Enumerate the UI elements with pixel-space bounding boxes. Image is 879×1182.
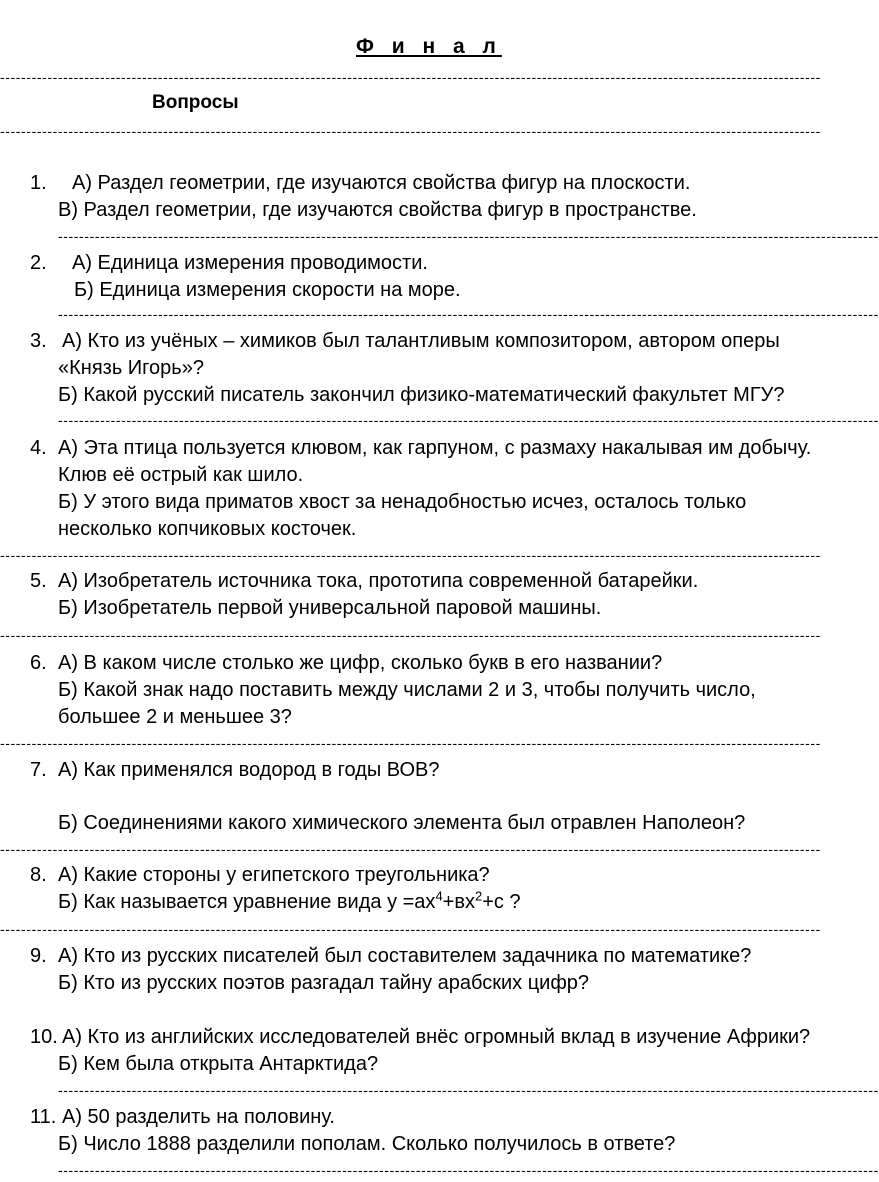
question-line: Б) Изобретатель первой универсальной паровой машины. [58,597,602,619]
divider: ------------------------------------------------------------------------------------------------------------------------------------------------------------ [0,69,821,85]
divider: ------------------------------------------------------------------------------------------------------------------------------------------------------------ [0,841,821,857]
question-number: 5. [30,570,47,592]
question-line: Клюв её острый как шило. [58,464,304,486]
divider: ------------------------------------------------------------------------------------------------------------------------------------------------------------ [58,1162,879,1178]
question-number: 9. [30,945,47,967]
divider: ------------------------------------------------------------------------------------------------------------------------------------------------------------ [0,627,821,643]
question-line: А) Кто из английских исследователей внёс огромный вклад в изучение Африки? [62,1026,811,1048]
question-line: Б) Число 1888 разделили пополам. Сколько получилось в ответе? [58,1133,676,1155]
exponent: 4 [435,888,443,904]
question-line: Б) У этого вида приматов хвост за ненадобностью исчез, осталось только [58,491,747,513]
question-line: А) Раздел геометрии, где изучаются свойства фигур на плоскости. [72,172,691,194]
question-line: А) В каком числе столько же цифр, сколько букв в его названии? [58,652,663,674]
question-line: А) Эта птица пользуется клювом, как гарпуном, с размаху накалывая им добычу. [58,437,812,459]
equation-text: +вх [442,891,475,913]
divider: ------------------------------------------------------------------------------------------------------------------------------------------------------------ [0,547,821,563]
question-line: А) Кто из русских писателей был составителем задачника по математике? [58,945,752,967]
question-number: 2. [30,252,47,274]
question-line: А) Как применялся водород в годы ВОВ? [58,759,440,781]
question-line: А) Единица измерения проводимости. [72,252,428,274]
question-line: Б) Соединениями какого химического элемента был отравлен Наполеон? [58,812,746,834]
divider: ------------------------------------------------------------------------------------------------------------------------------------------------------------ [0,123,821,139]
question-line: А) 50 разделить на половину. [62,1106,335,1128]
question-line: несколько копчиковых косточек. [58,518,357,540]
divider: ------------------------------------------------------------------------------------------------------------------------------------------------------------ [0,735,821,751]
question-line-equation [58,889,521,915]
question-number: 7. [30,759,47,781]
divider: ------------------------------------------------------------------------------------------------------------------------------------------------------------ [0,921,821,937]
question-line: «Князь Игорь»? [58,357,204,379]
question-line: В) Раздел геометрии, где изучаются свойства фигур в пространстве. [58,199,697,221]
question-line: Б) Какой русский писатель закончил физико-математический факультет МГУ? [58,384,785,406]
divider: ------------------------------------------------------------------------------------------------------------------------------------------------------------ [58,1082,879,1098]
question-number: 3. [30,330,47,352]
equation-text: +с ? [482,891,521,913]
question-number: 8. [30,864,47,886]
divider: ------------------------------------------------------------------------------------------------------------------------------------------------------------ [58,306,879,322]
question-line: Б) Какой знак надо поставить между числами 2 и 3, чтобы получить число, [58,679,756,701]
question-line: А) Какие стороны у египетского треугольника? [58,864,490,886]
question-line: А) Изобретатель источника тока, прототипа современной батарейки. [58,570,699,592]
question-number: 4. [30,437,47,459]
divider: ------------------------------------------------------------------------------------------------------------------------------------------------------------ [58,228,879,244]
question-line: А) Кто из учёных – химиков был талантливым композитором, автором оперы [62,330,780,352]
question-line: Б) Единица измерения скорости на море. [74,279,461,301]
question-number: 6. [30,652,47,674]
section-subtitle: Вопросы [152,92,239,113]
exponent: 2 [474,888,483,904]
question-line: Б) Кто из русских поэтов разгадал тайну арабских цифр? [58,972,590,994]
page-title: Ф и н а л [356,35,502,58]
question-number: 11. [30,1106,57,1128]
divider: ------------------------------------------------------------------------------------------------------------------------------------------------------------ [58,412,879,428]
question-line: Б) Кем была открыта Антарктида? [58,1053,379,1075]
question-number: 1. [30,172,47,194]
question-line: большее 2 и меньшее 3? [58,706,292,728]
question-number: 10. [30,1026,58,1048]
equation-text: Б) Как называется уравнение вида у =ах [58,891,436,913]
